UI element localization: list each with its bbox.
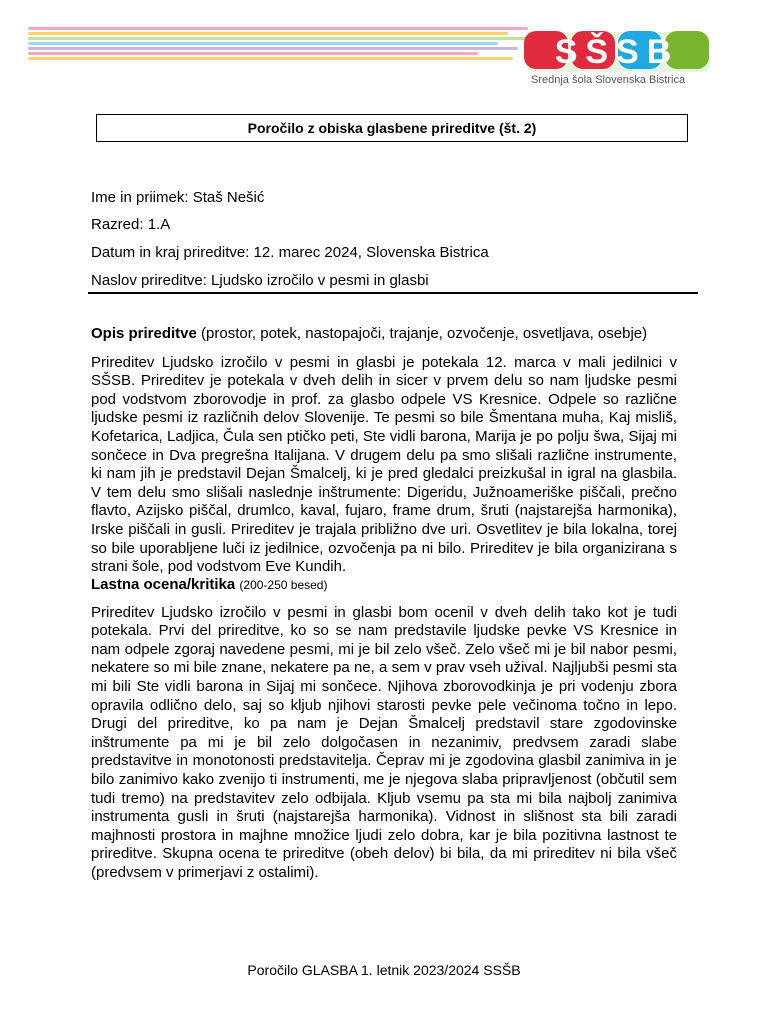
description-body: Prireditev Ljudsko izročilo v pesmi in glasbi je potekala 12. marca v mali jedilnici v SŠSB. Prireditev je potekala v dveh delih in sicer v prvem delu so nam ljudske pesmi pod vodstvom zborovodje in prof. za glasbo odpele VS Kresnice. Odpele so različne ljudske pesmi iz različnih delov Slovenije. Te pesmi so bile Šmentana muha, Kaj misliš, Kofetarica, Ladjica, Čula sen ptičko peti, Ste vidli barona, Marija je po polju šwa, Sijaj mi sončece in Dva pregrešna Italijana. V drugem delu pa smo slišali različne instrumente, ki nam jih je predstavil Dejan Šmalcelj, ki je pred gledalci preizkušal in igral na glasbila. V tem delu smo slišali naslednje inštrumente: Digeridu, Južnoameriške piščali, prečno flavto, Azijsko piščal, drumlco, kaval, fujaro, frame drum, šruti (najstarejša harmonika), Irske piščali in gusli. Prireditev je trajala približno dve uri. Osvetlitev je bila lokalna, torej so bile uporabljene luči iz jedilnice, ozvočenja pa ni bilo. Prireditev je bila organizirana s strani šole, pod vodstvom Eve Kundih. <box>91 353 677 576</box>
school-logo <box>524 26 710 72</box>
event-title: Naslov prireditve: Ljudsko izročilo v pesmi in glasbi <box>91 272 429 289</box>
report-title-box <box>96 114 688 142</box>
review-hint: (200-250 besed) <box>239 578 328 592</box>
header-divider <box>88 292 698 294</box>
description-hint: (prostor, potek, nastopajoči, trajanje, ozvočenje, osvetljava, osebje) <box>201 325 648 342</box>
description-heading: Opis prireditve <box>91 325 197 342</box>
school-name: Srednja šola Slovenska Bistrica <box>531 74 686 86</box>
review-section <box>91 576 677 883</box>
logo-wordmark: SŠSB <box>554 33 680 71</box>
student-name: Ime in priimek: Staš Nešić <box>91 189 265 206</box>
event-date-place: Datum in kraj prireditve: 12. marec 2024, Slovenska Bistrica <box>91 244 489 261</box>
review-heading: Lastna ocena/kritika <box>91 576 236 593</box>
student-class: Razred: 1.A <box>91 216 171 233</box>
review-body: Prireditev Ljudsko izročilo v pesmi in glasbi bom ocenil v dveh delih tako kot je tudi potekala. Prvi del prireditve, ko so se nam predstavile ljudske pevke VS Kresnice in nam odpele zgoraj navedene pesmi, mi je bil zelo všeč. Zelo všeč mi je bil nabor pesmi, nekatere so mi bile znane, nekatere pa ne, a sem v prav vseh užival. Najljubši pesmi sta mi bili Ste vidli barona in Sijaj mi sončece. Njihova zborovodkinja je pri vodenju zbora opravila odlično delo, saj so kljub njihovi starosti pevke pele večinoma točno in lepo. Drugi del prireditve, ko pa nam je Dejan Šmalcelj predstavil stare zgodovinske inštrumente pa mi je bil zelo dolgočasen in nezanimiv, predvsem zaradi slabe predstavitve in monotonosti predstavitelja. Čeprav mi je zgodovina glasbil zanimiva in je bilo zanimivo kako zvenijo ti instrumenti, me je njegova slaba pripravljenost (občutil sem tudi tremo) na predstavitev zelo odbijala. Kljub vsemu pa sta mi bila najbolj zanimiva instrumenta gusli in šruti (najstarejša harmonika). Vidnost in slišnost sta bili zaradi majhnosti prostora in majhne množice ljudi zelo dobra, kar je bila pozitivna lastnost te prireditve. Skupna ocena te prireditve (obeh delov) bi bila, da mi prireditev ni bila všeč (predvsem v primerjavi z ostalimi). <box>91 603 677 881</box>
review-heading-line <box>91 576 677 595</box>
description-section <box>91 325 677 577</box>
description-heading-line <box>91 325 677 344</box>
header-decorative-stripes <box>28 27 528 67</box>
page-footer: Poročilo GLASBA 1. letnik 2023/2024 SSŠB <box>247 962 521 978</box>
report-title: Poročilo z obiska glasbene prireditve (št. 2) <box>247 120 537 136</box>
